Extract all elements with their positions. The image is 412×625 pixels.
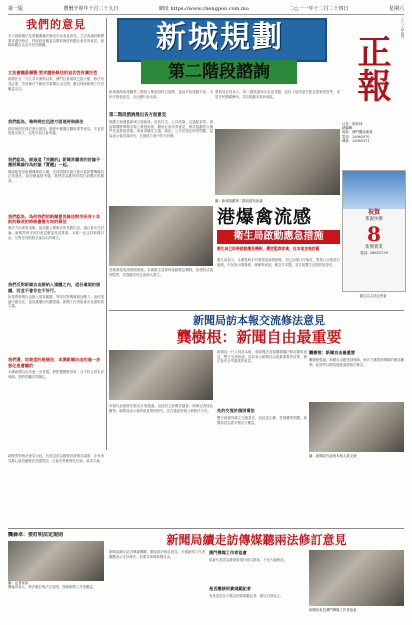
ad-box — [342, 170, 406, 292]
section-divider — [109, 310, 404, 311]
center-right-body: 發展局官員表示，第二階段諮詢內容更具體，包括土地用途分配及建築密度等，希望市民踴躍參與，共同規劃未來新城區。 — [215, 90, 340, 99]
left-article-body: 本文就新聞法及視聽廣播法修改內容表達意見。立法會議員聯署要求盡快修法，特區政府應當以開放態度聆聽社會各界意見，保障新聞自由及市民知情權。 — [8, 34, 104, 48]
left-article-body-2: 新聞法自一九九零年頒佈以來，澳門社會環境已經大變，修法有其必要。然而修法不應收窄新聞自由空間，應以保障新聞工作者權益為先。 — [8, 77, 104, 91]
press-article-body-2: 龔樹根強調，新聞自由應受到保障，修法不應限制傳媒的報道權利。政府將以開放態度處理兩法修訂。 — [309, 358, 404, 367]
page-header — [8, 4, 404, 15]
page-number: 第一版 — [8, 6, 24, 12]
press-subhead-2: 先的交流於個別看法 — [217, 408, 255, 413]
bottom-article-body-1: 新聞局續走訪各傳媒機構，聽取兩法修訂意見。多個新聞工作者團體表示支持修法，但要求保障新聞自由。 — [109, 550, 205, 559]
ad-date-number: 8 — [367, 222, 381, 246]
ad-line1: 聖誕快樂 — [365, 217, 383, 222]
main-headline: 新城規劃 — [156, 20, 284, 55]
bird-flu-kicker: 衛生局已即時啟動應急機制，嚴密監察家禽，在本地加強防範 — [217, 246, 320, 251]
conference-photo — [215, 129, 340, 195]
center-photo-caption: 圖：新城規劃第二階段諮詢會議 — [215, 199, 263, 203]
left-subhead-6: 我們還，如果這的是修法，本澳新聞自由的進一步惡化是會議的 — [8, 357, 101, 368]
lunar-date: 農曆辛卯年十月二十九日 — [63, 6, 119, 12]
center-subhead: 第二階段諮詢展出各方面意見 — [109, 113, 167, 118]
bottom-left-article — [8, 532, 104, 620]
website-url[interactable]: 網址 https://www.chengpou.com.mo — [158, 6, 249, 12]
left-subhead-4: 我們認為，為何我們的新聞意見修法對市民有十年前的修改的時候會寫方向的修法 — [8, 213, 101, 225]
ad-banner — [343, 171, 405, 209]
left-subhead-5: 我們反對新聞自由勝納入媒體之內，這份違規的提議，而並不會存在不好行。 — [8, 282, 101, 293]
main-headline-block — [109, 16, 340, 88]
press-article — [109, 314, 404, 466]
left-lower-body: 新聞界對修法意見分歧，有意見認為應增設新聞評議會，亦有意見擔心政府藉修法加強管控。社會各界應理性討論，尋求共識。 — [8, 454, 104, 463]
weekday: 星期六 — [388, 6, 404, 12]
bird-flu-article — [109, 206, 340, 306]
left-article-body-5: 修法方向需要清晰，當局應公開修法的具體內容，讓社會充分討論。新聞界與市民的意見應當受到尊重。本報一直支持新聞自由，反對任何限制言論自由的條文。 — [8, 226, 104, 240]
left-article-title: 我們的意見 — [26, 18, 86, 31]
press-photo-caption: 圖：新聞局代表與本報人員交流 — [309, 454, 357, 458]
press-article-subtitle: 龔樹根：新聞自由最重要 — [176, 328, 342, 346]
center-upper-body-2: 規劃方案涵蓋新城五個區域，包括住宅、公共設施、交通配套等。諮詢期間將舉辦多場公眾諮詢會，聽取社會各界意見，務求規劃符合澳門長遠發展需要。與會者關注交通、綠化、公共房屋比例等問題，當局表示會認真研究，在最終方案中作出回應。 — [109, 120, 213, 138]
bottom-meeting-photo — [309, 550, 404, 606]
press-subhead-1: 龔樹根：新聞自由最重要 — [309, 350, 356, 355]
press-conference-photo — [109, 206, 213, 266]
press-meeting-photo — [109, 350, 213, 400]
center-upper-body: 新城填海區規劃第二階段公眾諮詢昨日展開，當局介紹規劃方案，市民可發表意見，各社團代表出席。 — [109, 90, 213, 99]
press-article-title: 新聞局訪本報交流修法意見 — [193, 314, 325, 327]
masthead-info — [342, 122, 404, 143]
main-subheadline: 第二階段諮詢 — [168, 62, 270, 82]
masthead-info-line: 地址：澳門羅結地巷 — [342, 130, 373, 135]
bottom-article-title: 新聞局續走訪傳媒聽兩法修訂意見 — [166, 533, 347, 547]
left-subhead-2: 我們認為，唯時間在迅速方面是時候修法 — [8, 119, 84, 125]
masthead-info-line: 社長：劉高林 — [342, 122, 363, 126]
left-lower-article — [8, 454, 104, 524]
bottom-left-caption: 圖：記者採訪 — [8, 581, 29, 585]
press-group-photo — [309, 402, 404, 452]
bird-flu-subheadline: 衛生局啟動應急措施 — [233, 231, 324, 242]
left-article — [8, 18, 104, 450]
bottom-left-photo — [8, 541, 104, 581]
ad-line2: 新興實業 — [365, 245, 383, 250]
left-article-body-3: 政府就兩法修訂進行諮詢，過程中應廣泛聽取業界意見，不宜倉促推出條文，以免引起社會爭議。 — [8, 126, 104, 136]
bird-flu-caption: 衛生局主持記者會 — [359, 294, 387, 298]
center-right-upper-text — [215, 90, 340, 198]
bird-flu-body-1: 香港發現禽流感個案後，本澳衛生局即時啟動應急機制，加強對活禽的監察，並提醒市民注意個人衛生。 — [109, 268, 213, 277]
left-subhead-3: 我們認為，經過這『共識的』新聞界讓者的討論不應將興論作為討論『實權』一起。 — [8, 156, 101, 168]
bird-flu-headline: 港爆禽流感 — [217, 207, 312, 228]
ad-title: 祝賀 — [367, 209, 380, 216]
bottom-photo-caption: 新聞局會見澳門傳媒工作者協會 — [309, 608, 357, 612]
masthead-info-line: 總編輯： — [342, 126, 356, 131]
bottom-divider — [8, 528, 404, 529]
masthead-logo: 正報 — [351, 34, 391, 102]
masthead-info-line: 電話：28965970 — [342, 134, 370, 139]
bottom-left-body: 龔倫卓表示，修法應訂明法定規則，保障新聞工作者權益。 — [8, 585, 97, 590]
left-article-body-6: 如果將新聞自由納入規管範圍，等同於對傳媒施加壓力。這份提議不應存在，當局應撤回有關建議。新聞工作者協會亦表達相同立場。 — [8, 295, 104, 309]
left-subhead-1: 立法會議員聯署 要求盡快修法的迫切性有廣泛性 — [8, 70, 98, 75]
left-article-body-4: 輿論監督是新聞傳媒的天職，任何限制性條文都可能影響傳媒的正常運作，政府應審慎考慮。我們認為應保持現行新聞法的精神。 — [8, 169, 104, 183]
press-article-body-3: 本報代表就修法提出多項建議，包括設立新聞評議會、保障記者採訪權等。新聞局表示會將意見帶回研究，並在適當時候公佈修法方向。 — [109, 404, 213, 413]
masthead-info-line: 傳真：28965971 — [342, 138, 370, 143]
press-article-body-4: 雙方就個別條文交換看法，包括更正權、答辯權等問題。新聞局認為需平衡各方權益。 — [217, 416, 307, 425]
bottom-subhead-1: 澳門傳媒工作者協會 — [209, 550, 247, 555]
bottom-article-body-3: 有意見認為不應以刑責規範記者，應以自律為主。 — [209, 594, 284, 598]
center-upper-text — [109, 90, 213, 198]
issue-date: 二○一一年十二月二十四日 — [289, 6, 349, 12]
bird-flu-body-2: 衛生局表示，本澳暫時未有發現禽流感個案，但已加強口岸檢疫，對進口活禽進行檢測。市民如出現發燒、咳嗽等症狀，應及早求醫，並告知醫生近期的旅遊史。 — [217, 258, 340, 267]
bottom-left-title: 龔倫卓：要訂明法定規則 — [8, 532, 64, 538]
masthead-founded: 一九八八年創刊 — [400, 16, 404, 39]
left-article-body-7: 本澳新聞自由若進一步受限，將影響國際形象，亦不符合基本法保障。我們呼籲各界關注。 — [8, 370, 104, 379]
masthead — [342, 16, 404, 168]
bottom-subhead-2: 是否應該刑責規範記者 — [209, 586, 251, 591]
bottom-article — [109, 532, 404, 620]
press-article-body-1: 新聞局一行人到訪本報，就新聞法及視聽廣播法修訂聽取意見，雙方交流坦誠。局長表示新聞自由是最重要的原則，修法會充分考慮業界意見。 — [217, 350, 307, 364]
ad-line3: 電話: 28653739 — [360, 251, 388, 255]
column-divider — [106, 18, 107, 450]
bottom-article-body-2: 協會代表認為應保留現行條文精神，不宜大幅修改。 — [209, 558, 287, 562]
